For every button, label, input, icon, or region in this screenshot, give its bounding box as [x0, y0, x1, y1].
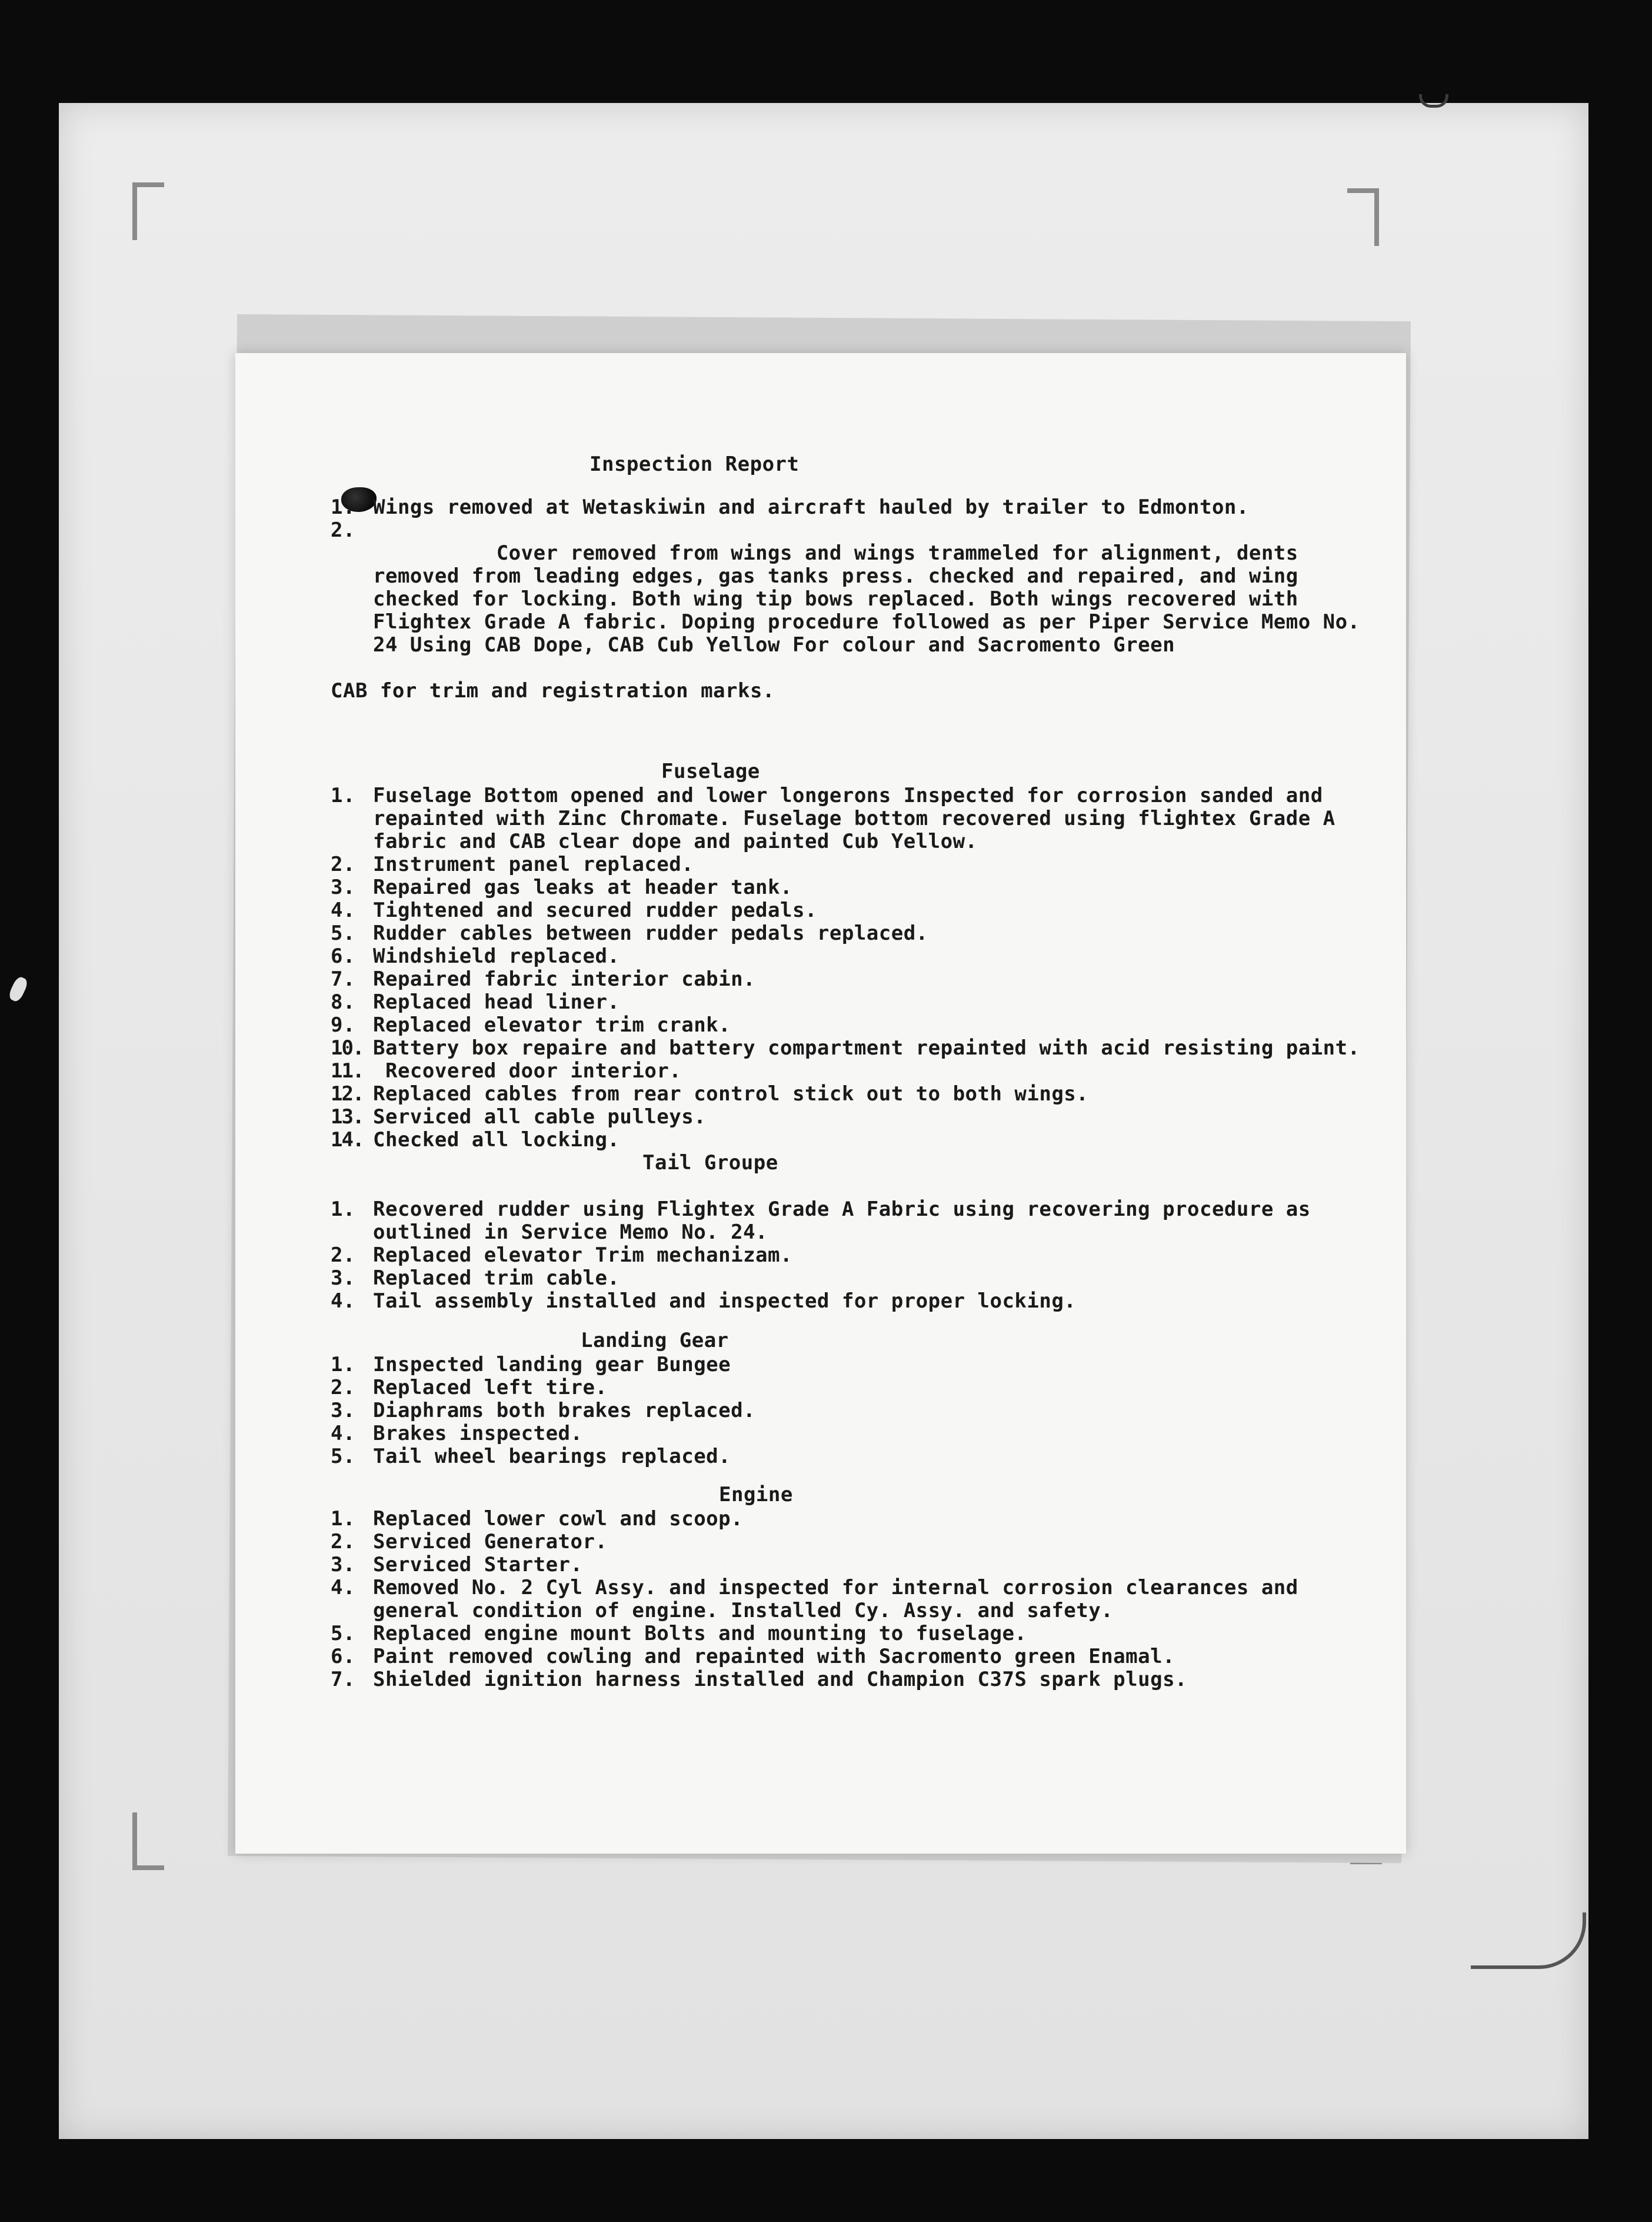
item-text: Diaphrams both brakes replaced.	[373, 1399, 756, 1422]
item-number: 6.	[331, 1645, 355, 1668]
item-text: Replaced left tire.	[373, 1376, 608, 1399]
item-text-main: Cover removed from wings and wings trammeled for alignment, dents removed from leading edges, gas tanks press. checked and repaired, and wing checked for locking. Both wing tip bows replaced. Both wings recovered with Flightex Grade A fabric. Doping procedure followed as per Piper Service Memo No. 24 Using CAB Dope, CAB Cub Yellow For colour and Sacromento Green	[373, 541, 1373, 657]
item-number: 5.	[331, 1622, 355, 1645]
list-item	[331, 991, 1372, 1014]
list-item	[331, 1399, 1372, 1422]
document-title: Inspection Report	[589, 453, 800, 476]
list-item	[331, 1622, 1372, 1645]
item-number: 3.	[331, 876, 355, 899]
item-text: Tail wheel bearings replaced.	[373, 1445, 731, 1468]
list-item	[331, 1060, 1372, 1083]
item-text: Inspected landing gear Bungee	[373, 1353, 731, 1376]
item-text: Tightened and secured rudder pedals.	[373, 899, 817, 922]
section-engine	[331, 1483, 1372, 1691]
item-number: 5.	[331, 1445, 355, 1468]
item-number: 2.	[331, 518, 355, 542]
item-text: Repaired fabric interior cabin.	[373, 967, 756, 991]
item-text: Instrument panel replaced.	[373, 853, 694, 876]
item-number: 4.	[331, 1576, 355, 1599]
item-number: 8.	[331, 990, 355, 1014]
item-number: 3.	[331, 1266, 355, 1290]
list-item	[331, 1129, 1372, 1152]
crop-mark-bottom-left	[132, 1812, 164, 1870]
item-number: 13.	[331, 1105, 364, 1129]
list-item	[331, 1353, 1372, 1376]
section-fuselage	[331, 760, 1372, 1152]
item-text: Replaced cables from rear control stick out to both wings.	[373, 1082, 1089, 1106]
list-item	[331, 1645, 1372, 1668]
item-number: 1.	[331, 1507, 355, 1531]
section-heading: Fuselage	[661, 760, 760, 783]
list-item	[331, 1554, 1372, 1576]
item-number: 9.	[331, 1013, 355, 1037]
item-number: 11.	[331, 1059, 364, 1083]
item-text: Recovered door interior.	[373, 1059, 682, 1083]
list-item	[331, 784, 1372, 853]
list-item	[331, 876, 1372, 899]
item-text: Serviced all cable pulleys.	[373, 1105, 707, 1129]
item-number: 1.	[331, 1198, 355, 1221]
item-number: 1.	[331, 784, 355, 807]
item-text: Replaced elevator Trim mechanizam.	[373, 1243, 792, 1267]
item-number: 2.	[331, 1243, 355, 1267]
item-text: Rudder cables between rudder pedals replaced.	[373, 922, 928, 945]
list-item	[331, 1014, 1372, 1037]
list-item	[331, 1445, 1372, 1468]
item-number: 1.	[331, 1353, 355, 1376]
list-item	[331, 1198, 1372, 1244]
sections-container	[331, 760, 1372, 1691]
list-item	[331, 899, 1372, 922]
item-number: 7.	[331, 1668, 355, 1691]
item-text: Paint removed cowling and repainted with Sacromento green Enamal.	[373, 1645, 1175, 1668]
list-item	[331, 1106, 1372, 1129]
crop-mark-top-right	[1347, 188, 1379, 246]
item-text: Replaced elevator trim crank.	[373, 1013, 731, 1037]
intro-list	[331, 496, 1372, 749]
item-text-continuation: CAB for trim and registration marks.	[331, 679, 775, 703]
item-text	[331, 519, 1373, 749]
item-text: Replaced head liner.	[373, 990, 620, 1014]
section-heading: Tail Groupe	[642, 1151, 778, 1175]
item-text: Serviced Starter.	[373, 1553, 583, 1576]
list-item	[331, 1244, 1372, 1267]
item-number: 7.	[331, 967, 355, 991]
item-text: Replaced engine mount Bolts and mounting to fuselage.	[373, 1622, 1027, 1645]
list-item	[331, 1508, 1372, 1531]
item-text: Shielded ignition harness installed and Champion C37S spark plugs.	[373, 1668, 1188, 1691]
item-text: Replaced trim cable.	[373, 1266, 620, 1290]
list-item	[331, 1267, 1372, 1290]
item-number: 4.	[331, 899, 355, 922]
item-text: Repaired gas leaks at header tank.	[373, 876, 792, 899]
list-item	[331, 1290, 1372, 1313]
list-item	[331, 1576, 1372, 1622]
section-landing-gear	[331, 1329, 1372, 1468]
item-number: 4.	[331, 1422, 355, 1445]
list-item	[331, 496, 1372, 519]
list-item	[331, 1531, 1372, 1554]
item-number: 1.	[331, 495, 355, 519]
list-item	[331, 945, 1372, 968]
item-text: Fuselage Bottom opened and lower longerons Inspected for corrosion sanded and repainted with Zinc Chromate. Fuselage bottom recovered using flightex Grade A fabric and CAB clear dope and painted Cub Yellow.	[373, 784, 1348, 853]
item-text: Checked all locking.	[373, 1128, 620, 1152]
item-number: 14.	[331, 1128, 364, 1152]
list-item	[331, 1668, 1372, 1691]
item-number: 10.	[331, 1036, 364, 1060]
item-number: 4.	[331, 1289, 355, 1313]
item-number: 5.	[331, 922, 355, 945]
list-item	[331, 1037, 1372, 1060]
item-text: Replaced lower cowl and scoop.	[373, 1507, 744, 1531]
typed-document-page	[235, 353, 1406, 1854]
crop-mark-top-left	[132, 182, 164, 240]
item-number: 12.	[331, 1082, 364, 1106]
item-number: 3.	[331, 1399, 355, 1422]
item-text: Wings removed at Wetaskiwin and aircraft hauled by trailer to Edmonton.	[373, 495, 1249, 519]
item-text: Brakes inspected.	[373, 1422, 583, 1445]
list-item	[331, 1083, 1372, 1106]
section-heading: Engine	[719, 1483, 793, 1506]
item-number: 3.	[331, 1553, 355, 1576]
section-tail-groupe	[331, 1152, 1372, 1313]
edge-speck	[7, 975, 29, 1003]
item-number: 2.	[331, 853, 355, 876]
item-text: Windshield replaced.	[373, 944, 620, 968]
document-body	[331, 453, 1372, 1691]
item-text: Serviced Generator.	[373, 1530, 608, 1554]
item-text: Recovered rudder using Flightex Grade A Fabric using recovering procedure as outlined in Service Memo No. 24.	[373, 1198, 1323, 1244]
item-text: Tail assembly installed and inspected for proper locking.	[373, 1289, 1077, 1313]
section-heading: Landing Gear	[581, 1329, 729, 1352]
list-item	[331, 1422, 1372, 1445]
item-number: 2.	[331, 1530, 355, 1554]
item-number: 6.	[331, 944, 355, 968]
item-number: 2.	[331, 1376, 355, 1399]
list-item	[331, 1376, 1372, 1399]
list-item	[331, 922, 1372, 945]
item-text: Battery box repaire and battery compartment repainted with acid resisting paint.	[373, 1036, 1360, 1060]
list-item	[331, 968, 1372, 991]
list-item	[331, 853, 1372, 876]
list-item	[331, 519, 1372, 749]
item-text: Removed No. 2 Cyl Assy. and inspected for internal corrosion clearances and general condition of engine. Installed Cy. Assy. and safety.	[373, 1576, 1311, 1622]
